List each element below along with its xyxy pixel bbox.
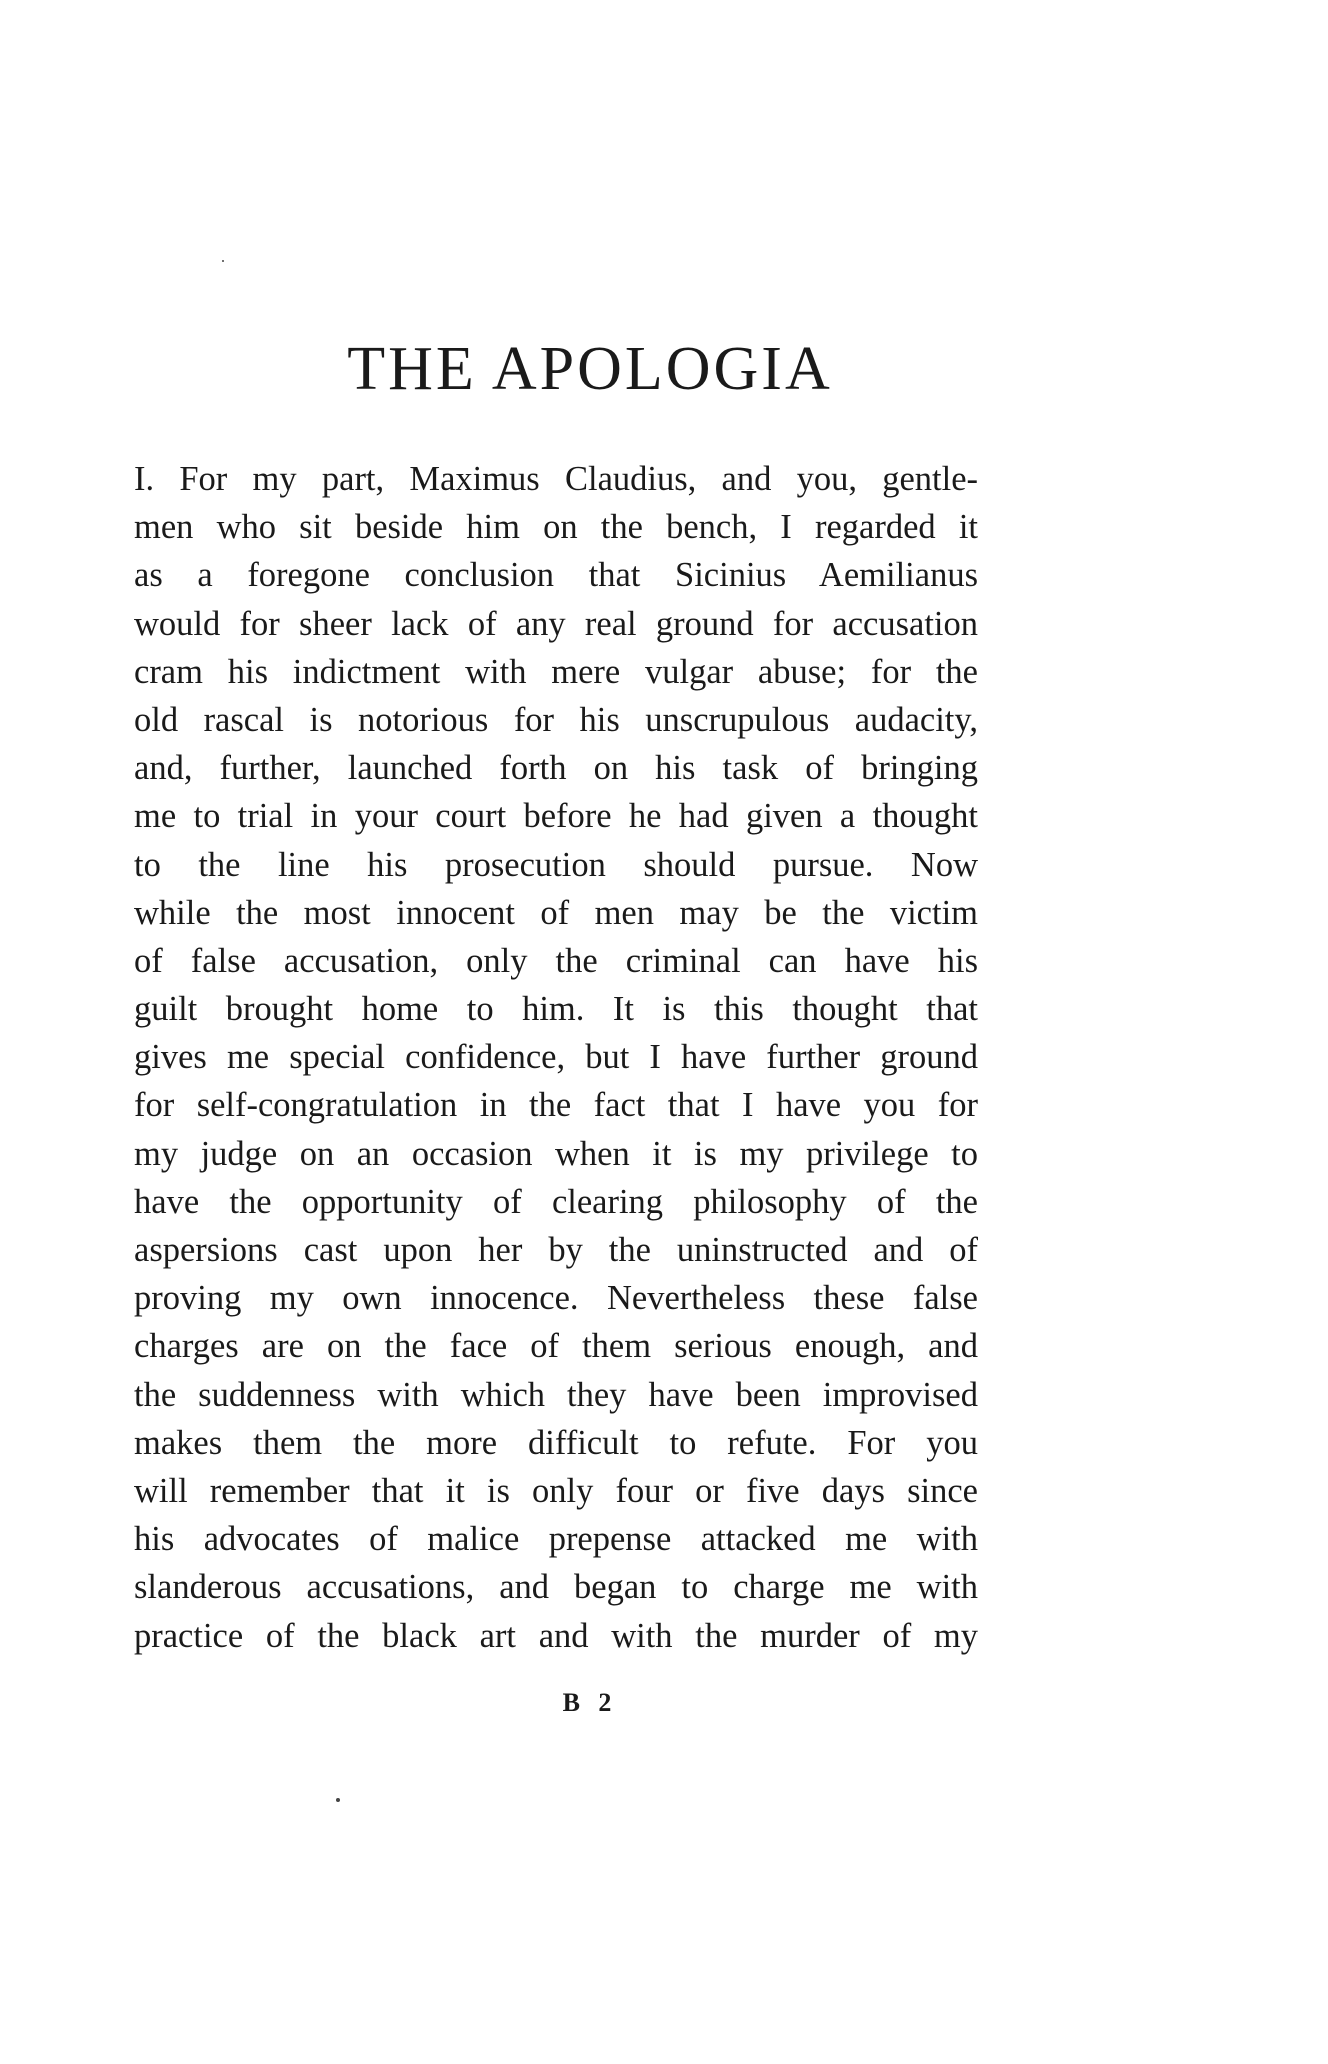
text-line: makes them the more difficult to refute. For you: [134, 1423, 978, 1462]
text-line: while the most innocent of men may be the victim: [134, 893, 978, 932]
text-line: my judge on an occasion when it is my privilege to: [134, 1134, 978, 1173]
text-line: cram his indictment with mere vulgar abuse; for the: [134, 652, 978, 691]
text-line: have the opportunity of clearing philosophy of the: [134, 1182, 978, 1221]
text-line: men who sit beside him on the bench, I regarded it: [134, 508, 978, 547]
text-line: and, further, launched forth on his task of bringing: [134, 749, 978, 788]
text-line: old rascal is notorious for his unscrupulous audacity,: [134, 700, 978, 739]
text-line: practice of the black art and with the murder of my: [134, 1616, 978, 1655]
page-title: THE APOLOGIA: [347, 335, 833, 403]
text-line: for self-congratulation in the fact that I have you for: [134, 1086, 978, 1125]
text-line: I. For my part, Maximus Claudius, and you, gentle-: [134, 460, 978, 498]
text-line: the suddenness with which they have been improvised: [134, 1375, 978, 1414]
body-paragraph: [134, 455, 978, 1660]
paper-speck: [336, 1798, 340, 1802]
text-line: of false accusation, only the criminal can have his: [134, 941, 978, 980]
text-line: me to trial in your court before he had given a thought: [134, 797, 978, 836]
text-line: gives me special confidence, but I have further ground: [134, 1038, 978, 1077]
text-line: to the line his prosecution should pursue. Now: [134, 845, 978, 884]
text-line: would for sheer lack of any real ground for accusation: [134, 604, 978, 643]
text-line: his advocates of malice prepense attacked me with: [134, 1520, 978, 1559]
signature-mark: B 2: [562, 1688, 618, 1717]
text-line: charges are on the face of them serious enough, and: [134, 1327, 978, 1366]
text-line: as a foregone conclusion that Sicinius Aemilianus: [134, 556, 978, 595]
text-line: proving my own innocence. Nevertheless these false: [134, 1279, 978, 1318]
text-line: aspersions cast upon her by the uninstructed and of: [134, 1231, 978, 1269]
text-line: guilt brought home to him. It is this thought that: [134, 990, 978, 1029]
paper-speck: [222, 260, 224, 262]
text-line: will remember that it is only four or five days since: [134, 1471, 978, 1510]
text-line: slanderous accusations, and began to charge me with: [134, 1568, 978, 1607]
